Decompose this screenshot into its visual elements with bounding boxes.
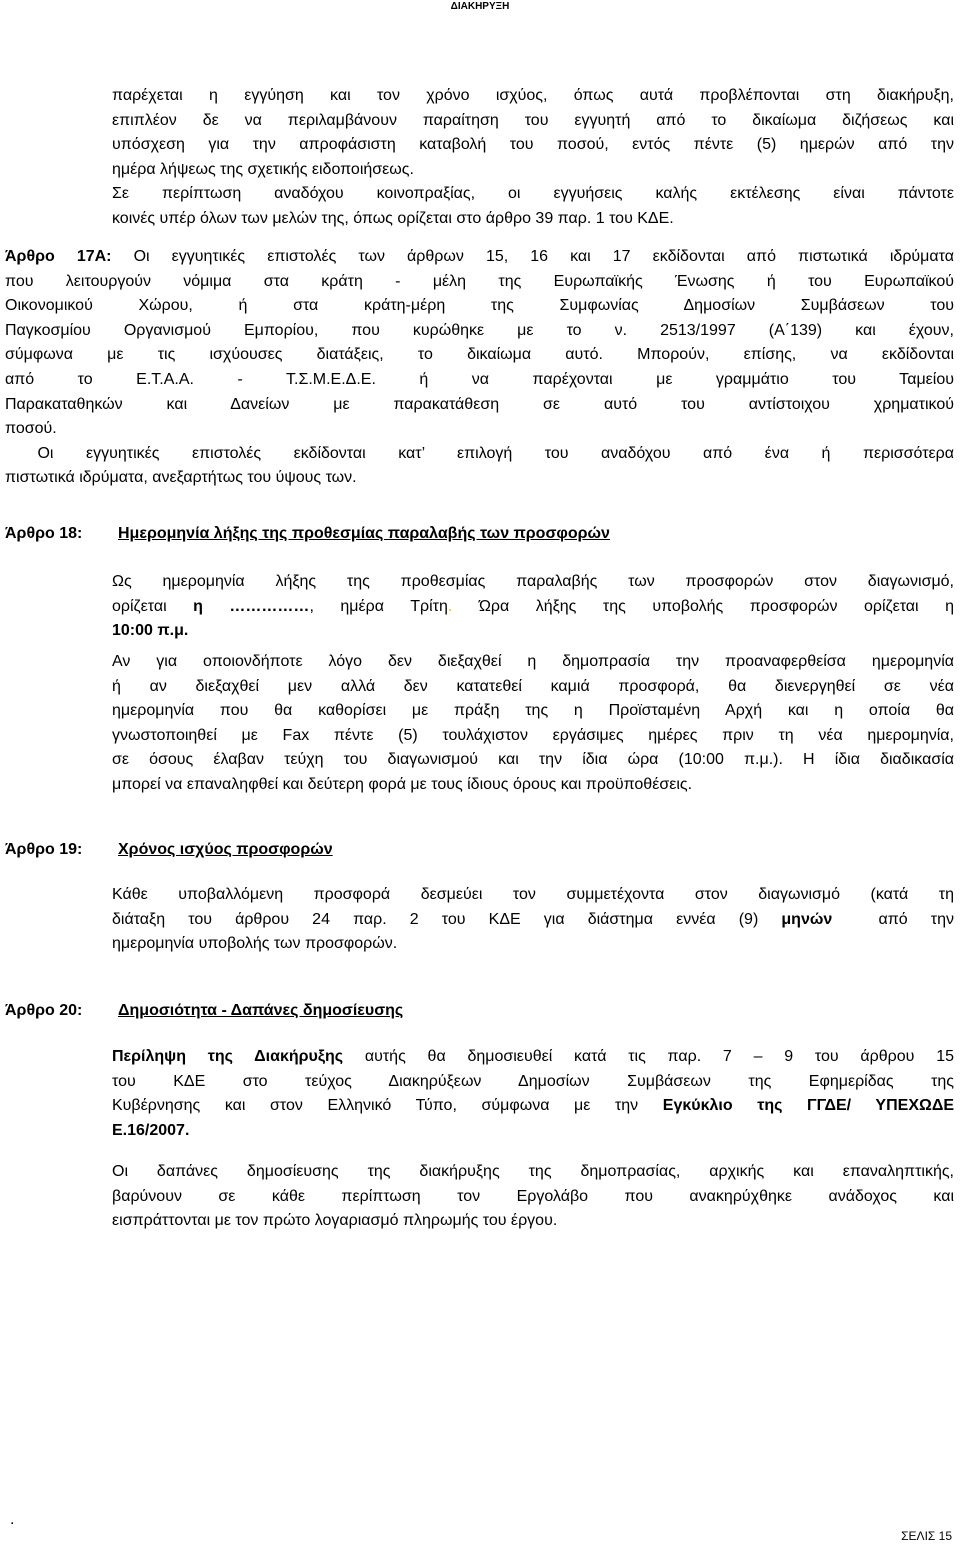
text-run: μηνών: [781, 910, 833, 928]
text-line: γνωστοποιηθεί με Fax πέντε (5) τουλάχιστον εργάσιμες ημέρες πριν τη νέα ημερομηνία,: [112, 726, 954, 744]
text-line: μπορεί να επαναληφθεί και δεύτερη φορά με τους ίδιους όρους και προϋποθέσεις.: [112, 775, 693, 793]
text-run: διάταξη του άρθρου 24 παρ. 2 του ΚΔΕ για διάστημα εννέα (9): [112, 910, 782, 928]
article-label: Άρθρο 20:: [5, 1002, 83, 1019]
article-20-body: [112, 1045, 954, 1143]
text-line: Οικονομικού Χώρου, ή στα κράτη-μέρη της Συμφωνίας Δημοσίων Συμβάσεων του: [5, 297, 954, 315]
text-run: , ημέρα Τρίτη: [309, 597, 448, 615]
text-line: ημερομηνία υποβολής των προσφορών.: [112, 935, 398, 953]
text-run: .: [447, 597, 453, 615]
text-line: Κάθε υποβαλλόμενη προσφορά δεσμεύει τον συμμετέχοντα στον διαγωνισμό (κατά τη: [112, 886, 954, 903]
text-run: Εγκύκλιο της ΓΓΔΕ/ ΥΠΕΧΩΔΕ: [662, 1097, 954, 1115]
text-line: κοινές υπέρ όλων των μελών της, όπως ορίζεται στο άρθρο 39 παρ. 1 του ΚΔΕ.: [112, 209, 674, 227]
text-line: Ως ημερομηνία λήξης της προθεσμίας παραλαβής των προσφορών στον διαγωνισμό,: [112, 573, 954, 590]
article-17a: [5, 245, 954, 491]
text-line: [112, 908, 954, 933]
text-run: Περίληψη της Διακήρυξης: [112, 1048, 344, 1065]
text-run: από την: [832, 910, 954, 928]
text-line: πιστωτικά ιδρύματα, ανεξαρτήτως του ύψους των.: [5, 469, 357, 487]
article-title: Ημερομηνία λήξης της προθεσμίας παραλαβής των προσφορών: [118, 525, 610, 542]
text-line: από το Ε.Τ.Α.Α. - Τ.Σ.Μ.Ε.Δ.Ε. ή να παρέχονται με γραμμάτιο του Ταμείου: [5, 370, 954, 388]
article-label: Άρθρο 18:: [5, 525, 83, 542]
text-line: παρέχεται η εγγύηση και τον χρόνο ισχύος, όπως αυτά προβλέπονται στη διακήρυξη,: [112, 87, 954, 104]
article-18-body: [112, 570, 954, 644]
article-label: Άρθρο 19:: [5, 841, 83, 858]
intro-paragraph: [112, 84, 954, 232]
date-placeholder: η ……………: [193, 597, 310, 615]
text-line: ημερομηνία που θα καθορίσει με πράξη της η Προϊσταμένη Αρχή και η οποία θα: [112, 702, 954, 720]
text-run: ορίζεται: [112, 597, 194, 615]
article-18-paragraph-2: [112, 650, 954, 798]
text-line: που λειτουργούν νόμιμα στα κράτη - μέλη της Ευρωπαϊκής Ένωσης ή του Ευρωπαϊκού: [5, 272, 954, 290]
text-line: σε όσους έλαβαν τεύχη του διαγωνισμού και την ίδια ώρα (10:00 π.μ.). Η ίδια διαδικασία: [112, 751, 954, 769]
text-line: Παρακαταθηκών και Δανείων με παρακατάθεση σε αυτό του αντίστοιχου χρηματικού: [5, 395, 954, 413]
text-line: Παγκοσμίου Οργανισμού Εμπορίου, που κυρώθηκε με το ν. 2513/1997 (Α΄139) και έχουν,: [5, 321, 954, 339]
text-line: ποσού.: [5, 420, 57, 438]
deadline-time: 10:00 π.μ.: [112, 622, 189, 640]
text-run: αυτής θα δημοσιευθεί κατά τις παρ. 7 – 9 του άρθρου 15: [343, 1048, 954, 1065]
text-line: Αν για οποιονδήποτε λόγο δεν διεξαχθεί η δημοπρασία την προαναφερθείσα ημερομηνία: [112, 653, 954, 670]
text-line: ημέρα λήψεως της σχετικής ειδοποιήσεως.: [112, 160, 414, 178]
text-line: [112, 1045, 954, 1070]
text-line: σύμφωνα με τις ισχύουσες διατάξεις, το δικαίωμα αυτό. Μπορούν, επίσης, να εκδίδονται: [5, 346, 954, 364]
text-line: Οι εγγυητικές επιστολές εκδίδονται κατ’ επιλογή του αναδόχου από ένα ή περισσότερα: [5, 444, 954, 462]
footer-dot: .: [10, 1511, 15, 1528]
text-line: Ε.16/2007.: [112, 1121, 190, 1139]
text-line: Οι δαπάνες δημοσίευσης της διακήρυξης της δημοπρασίας, αρχικής και επαναληπτικής,: [112, 1163, 954, 1180]
page-number: ΣΕΛΙΣ 15: [901, 1529, 952, 1543]
text-line: βαρύνουν σε κάθε περίπτωση τον Εργολάβο που ανακηρύχθηκε ανάδοχος και: [112, 1187, 954, 1205]
document-header: ΔΙΑΚΗΡΥΞΗ: [450, 1, 510, 12]
text-line: του ΚΔΕ στο τεύχος Διακηρύξεων Δημοσίων Συμβάσεων της Εφημερίδας της: [112, 1072, 954, 1090]
article-title: Δημοσιότητα - Δαπάνες δημοσίευσης: [118, 1002, 404, 1019]
text-line: [5, 245, 954, 270]
text-run: Ώρα λήξης της υποβολής προσφορών ορίζεται η: [452, 597, 955, 615]
text-line: εισπράττονται με τον πρώτο λογαριασμό πληρωμής του έργου.: [112, 1212, 558, 1230]
article-20-paragraph-2: [112, 1160, 954, 1234]
text-run: Κυβέρνησης και στον Ελληνικό Τύπο, σύμφωνα με την: [112, 1097, 663, 1115]
article-19-body: [112, 883, 954, 957]
article-label: Άρθρο 17Α:: [5, 248, 112, 265]
text-line: ή αν διεξαχθεί μεν αλλά δεν κατατεθεί καμιά προσφορά, θα διενεργηθεί σε νέα: [112, 677, 954, 695]
text-line: υπόσχεση για την απροφάσιστη καταβολή του ποσού, εντός πέντε (5) ημερών από την: [112, 136, 954, 154]
text-line: επιπλέον δε να περιλαμβάνουν παραίτηση του εγγυητή από το δικαίωμα διζήσεως και: [112, 111, 954, 129]
text-line: [112, 1094, 954, 1119]
text-line: [112, 595, 954, 620]
text-run: Οι εγγυητικές επιστολές των άρθρων 15, 16 και 17 εκδίδονται από πιστωτικά ιδρύματα: [111, 248, 954, 265]
text-line: Σε περίπτωση αναδόχου κοινοπραξίας, οι εγγυήσεις καλής εκτέλεσης είναι πάντοτε: [112, 185, 954, 203]
article-title: Χρόνος ισχύος προσφορών: [118, 841, 333, 858]
